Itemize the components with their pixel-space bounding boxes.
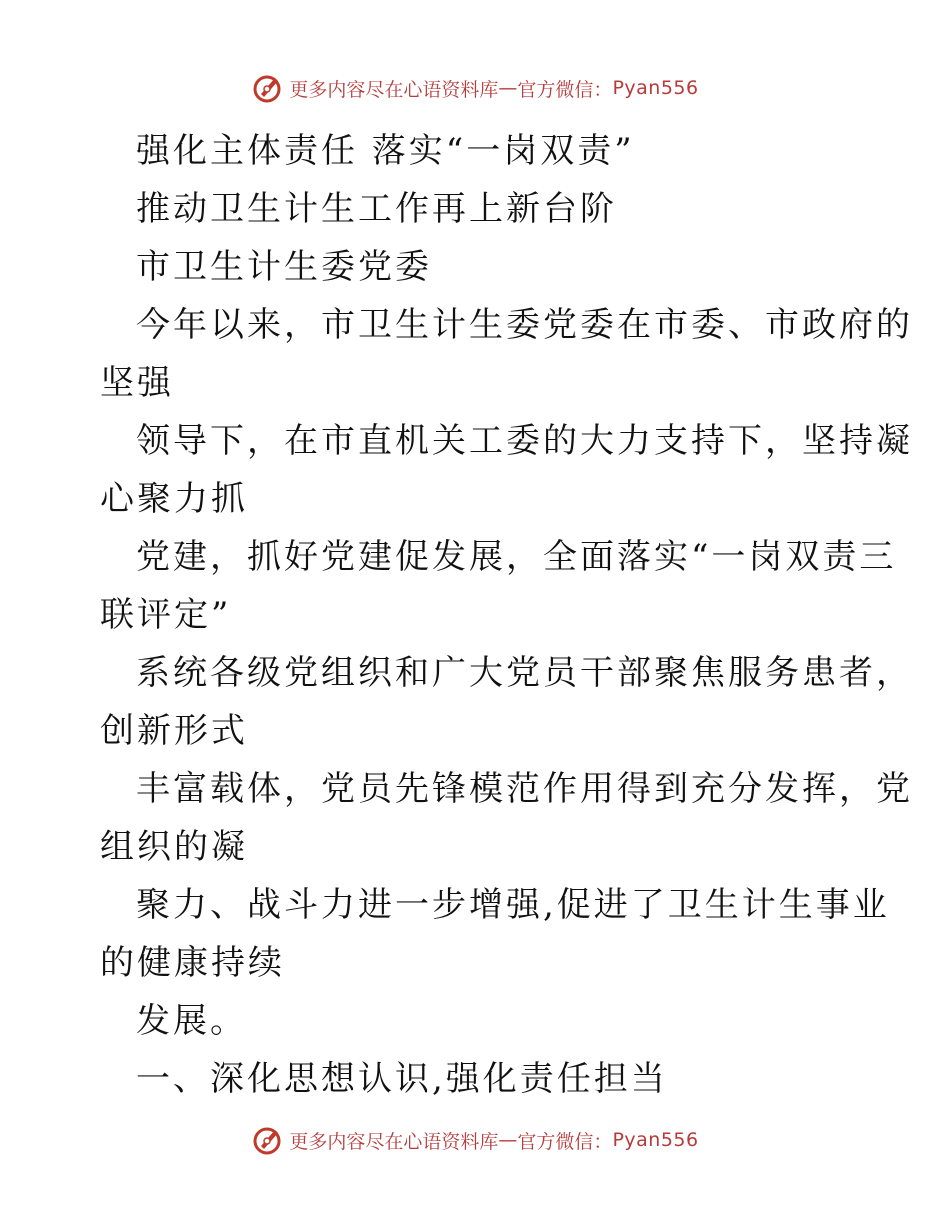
watermark-text: 更多内容尽在心语资料库 xyxy=(289,78,499,101)
watermark-contact-id: Pyan556 xyxy=(612,77,699,99)
body-line: 今年以来，市卫生计生委党委在市委、市政府的 xyxy=(136,305,913,345)
watermark-contact-label: 官方微信： xyxy=(517,78,613,101)
body-line: 心聚力抓 xyxy=(100,479,248,519)
document-subtitle: 推动卫生计生工作再上新台阶 xyxy=(136,189,617,229)
body-line: 领导下，在市直机关工委的大力支持下，坚持凝 xyxy=(136,421,913,461)
body-line: 坚强 xyxy=(100,363,174,403)
body-line: 联评定” xyxy=(100,595,232,635)
watermark-separator: — xyxy=(498,1129,518,1151)
pen-logo-icon xyxy=(251,1124,283,1156)
body-line: 党建，抓好党建促发展，全面落实“一岗双责三 xyxy=(136,537,897,577)
watermark-contact-label: 官方微信： xyxy=(517,1130,613,1153)
document-body xyxy=(100,122,913,1108)
document-author: 市卫生计生委党委 xyxy=(136,247,432,287)
pen-logo-icon xyxy=(251,72,283,104)
document-title: 强化主体责任 落实“一岗双责” xyxy=(136,131,635,171)
body-line: 发展。 xyxy=(136,1001,247,1041)
body-line: 聚力、战斗力进一步增强,促进了卫生计生事业 xyxy=(136,885,890,925)
watermark-text: 更多内容尽在心语资料库 xyxy=(289,1130,499,1153)
section-heading: 一、深化思想认识,强化责任担当 xyxy=(136,1059,668,1099)
body-line: 的健康持续 xyxy=(100,943,285,983)
watermark-contact-id: Pyan556 xyxy=(612,1129,699,1151)
body-line: 系统各级党组织和广大党员干部聚焦服务患者， xyxy=(136,653,913,693)
header-watermark xyxy=(0,68,950,108)
watermark-separator: — xyxy=(498,77,518,99)
footer-watermark xyxy=(0,1120,950,1160)
body-line: 丰富载体，党员先锋模范作用得到充分发挥，党 xyxy=(136,769,913,809)
body-line: 创新形式 xyxy=(100,711,248,751)
body-line: 组织的凝 xyxy=(100,827,248,867)
